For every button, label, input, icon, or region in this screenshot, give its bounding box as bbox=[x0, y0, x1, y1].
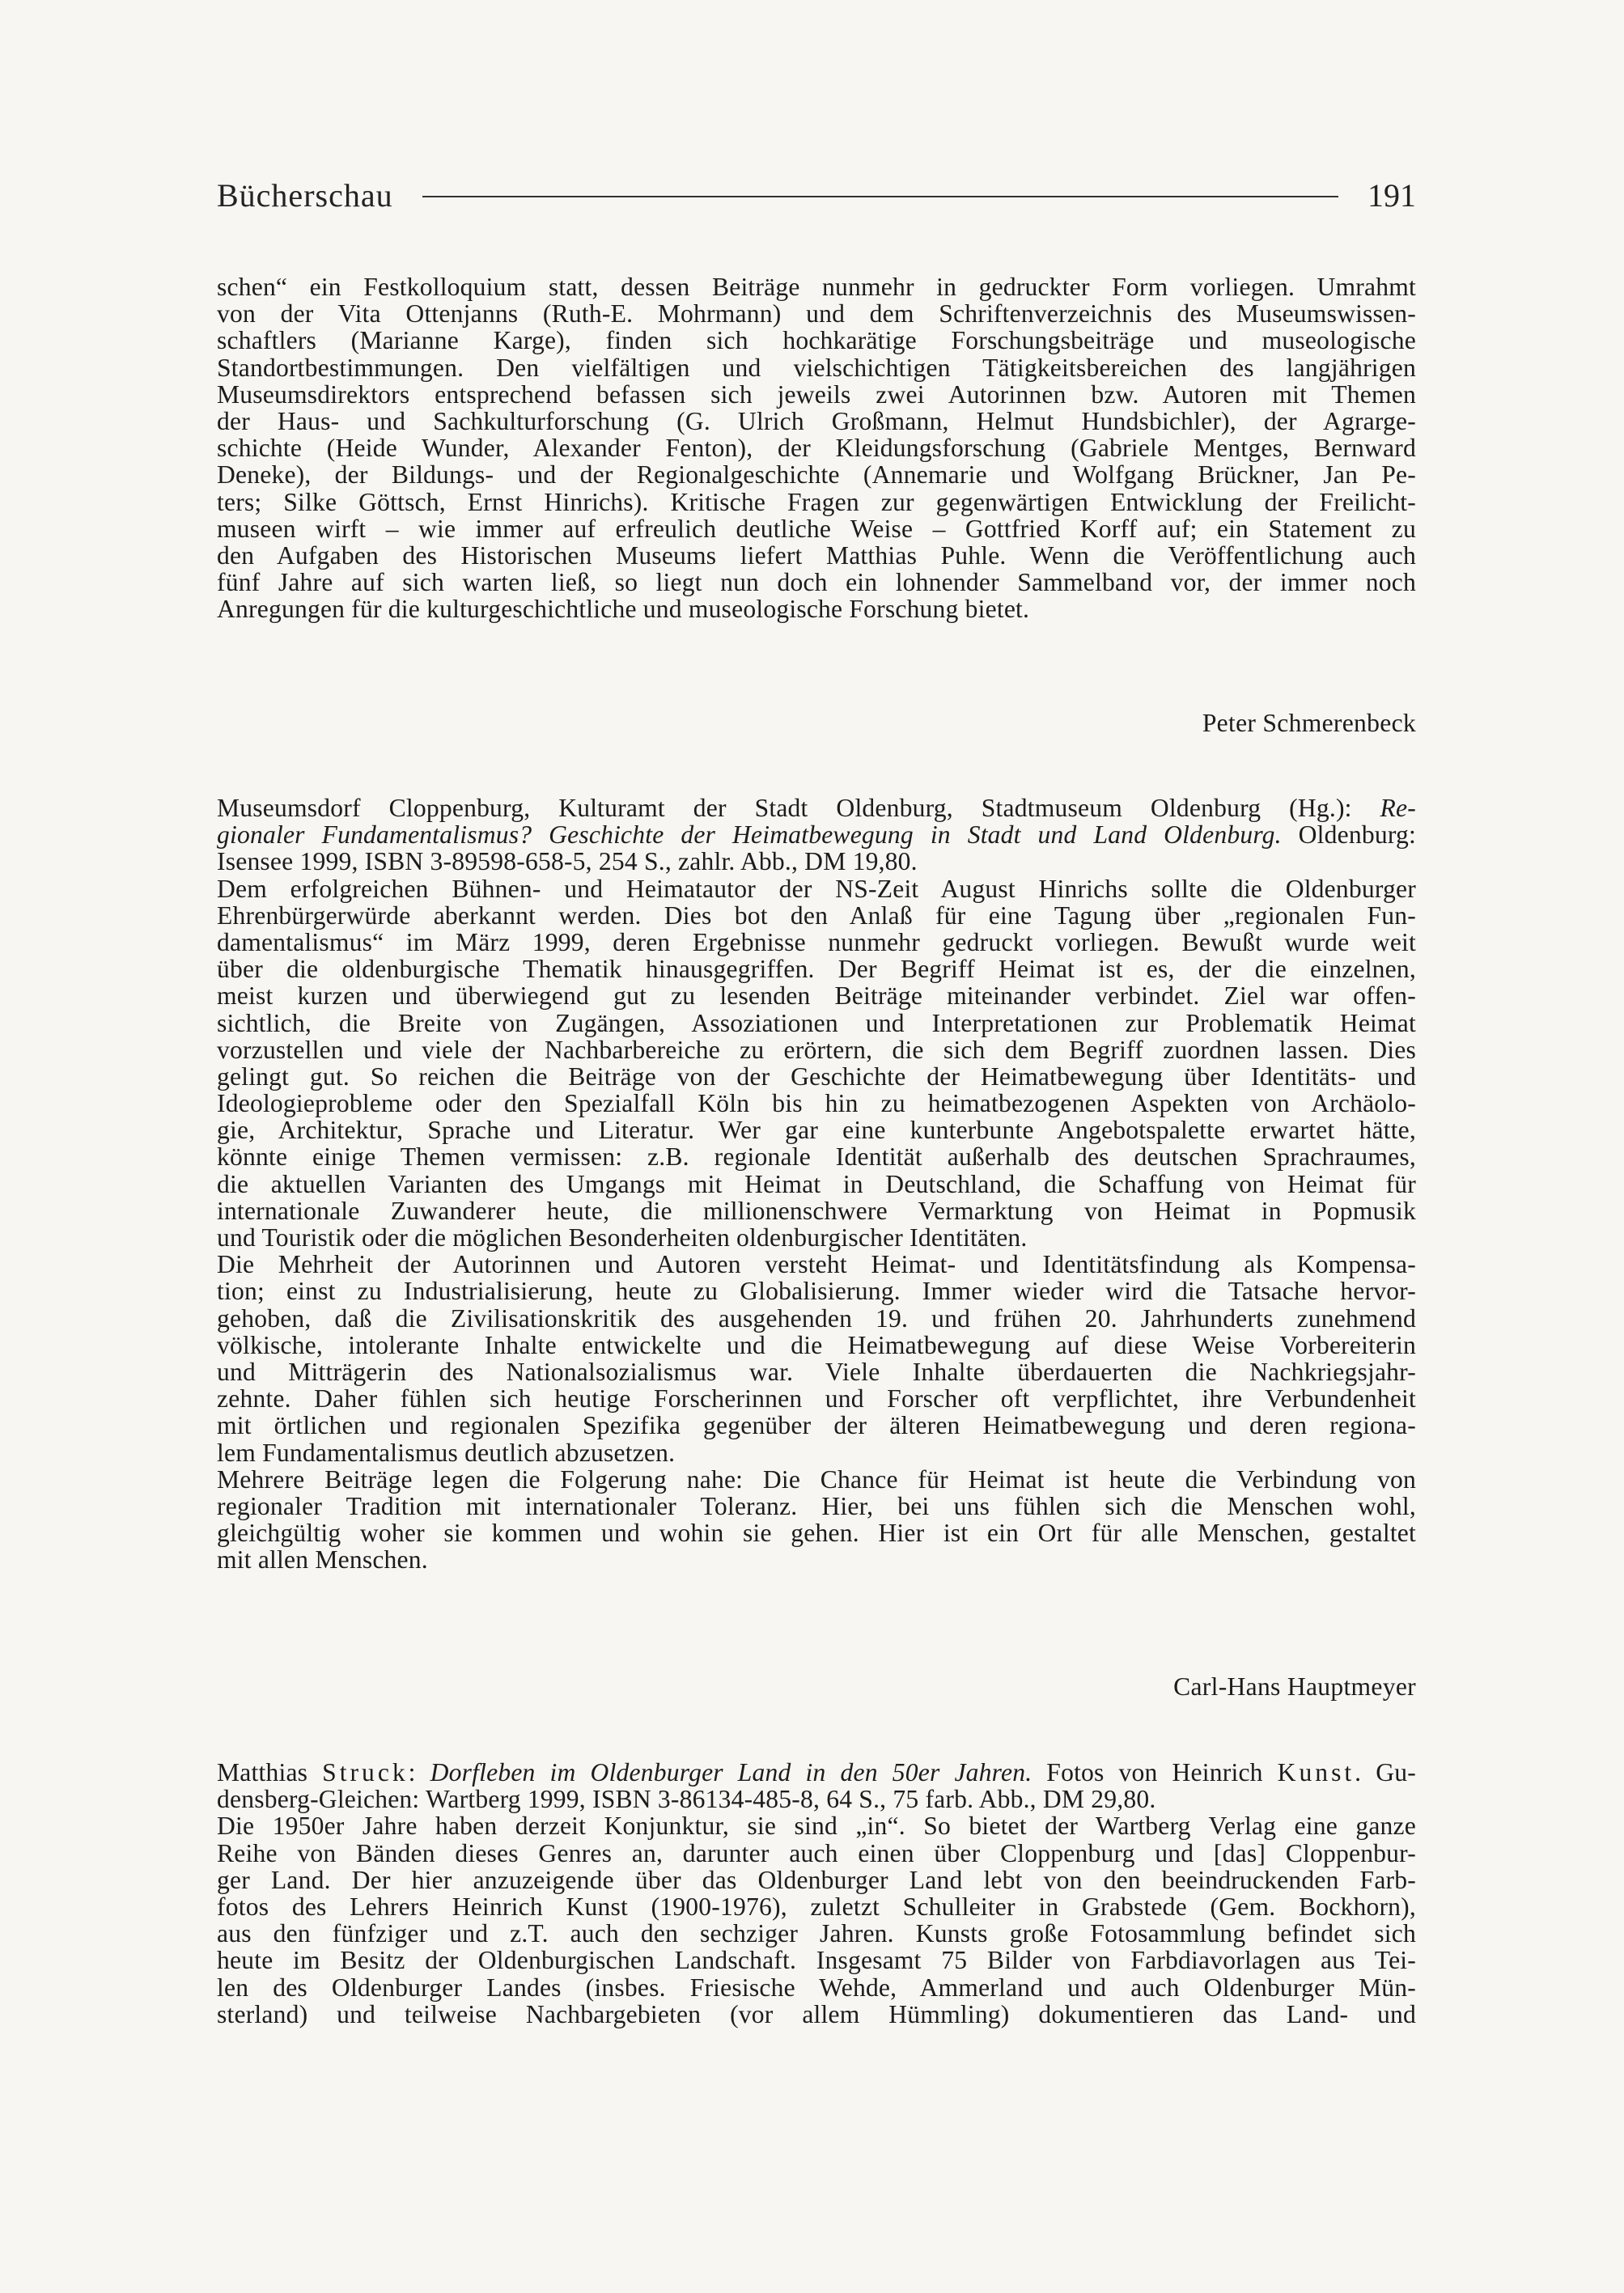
text-line: ters; Silke Göttsch, Ernst Hinrichs). Kritische Fragen zur gegenwärtigen Entwicklung der Freilicht- bbox=[217, 487, 1416, 516]
text-line: Die 1950er Jahre haben derzeit Konjunktur, sie sind „in“. So bietet der Wartberg Verlag eine ganze bbox=[217, 1812, 1416, 1841]
text-line: mit allen Menschen. bbox=[217, 1545, 428, 1575]
running-title: Bücherschau bbox=[217, 176, 393, 214]
review-2-body bbox=[217, 875, 1416, 1574]
text-line: gelingt gut. So reichen die Beiträge von der Geschichte der Heimatbewegung über Identitäts- und bbox=[217, 1062, 1416, 1091]
text-line: Anregungen für die kulturgeschichtliche und museologische Forschung bietet. bbox=[217, 595, 1030, 624]
text-line: Die Mehrheit der Autorinnen und Autoren versteht Heimat- und Identitätsfindung als Kompensa- bbox=[217, 1250, 1416, 1279]
text-line: ger Land. Der hier anzuzeigende über das Oldenburger Land lebt von den beeindruckenden Farb- bbox=[217, 1865, 1416, 1894]
citation-line bbox=[217, 795, 1416, 821]
text-line: fünf Jahre auf sich warten ließ, so liegt nun doch ein lohnender Sammelband vor, der immer noch bbox=[217, 568, 1416, 597]
text-line: schichte (Heide Wunder, Alexander Fenton), der Kleidungsforschung (Gabriele Mentges, Bernward bbox=[217, 434, 1416, 463]
citation-line: Matthias Struck: Dorfleben im Oldenburger Land in den 50er Jahren. Fotos von Heinrich Kunst. Gu- bbox=[217, 1758, 1416, 1787]
text-line: tion; einst zu Industrialisierung, heute zu Globalisierung. Immer wieder wird die Tatsache hervor- bbox=[217, 1277, 1416, 1306]
book-title-part: gionaler Fundamentalismus? Geschichte der Heimatbewegung in Stadt und Land Oldenburg. bbox=[217, 820, 1282, 850]
text-line: mit örtlichen und regionalen Spezifika gegenüber der älteren Heimatbewegung und deren regiona- bbox=[217, 1411, 1416, 1440]
book-title-part: Re- bbox=[1380, 794, 1416, 822]
review-1-body bbox=[217, 273, 1416, 622]
text-line: zehnte. Daher fühlen sich heutige Forscherinnen und Forscher oft verpflichtet, ihre Verbundenheit bbox=[217, 1384, 1416, 1414]
text-line: gie, Architektur, Sprache und Literatur. Wer gar eine kunterbunte Angebotspalette erwartet hätte, bbox=[217, 1116, 1416, 1145]
reviewer-signature-1: Peter Schmerenbeck bbox=[1202, 709, 1416, 737]
citation-line: densberg-Gleichen: Wartberg 1999, ISBN 3-86134-485-8, 64 S., 75 farb. Abb., DM 29,80. bbox=[217, 1785, 1156, 1814]
text-line: von der Vita Ottenjanns (Ruth-E. Mohrmann) und dem Schriftenverzeichnis des Museumswissen- bbox=[217, 299, 1416, 328]
text-line: gleichgültig woher sie kommen und wohin sie gehen. Hier ist ein Ort für alle Menschen, gestaltet bbox=[217, 1519, 1416, 1548]
text-line: der Haus- und Sachkulturforschung (G. Ulrich Großmann, Helmut Hundsbichler), der Agrarge- bbox=[217, 406, 1416, 435]
text-line: fotos des Lehrers Heinrich Kunst (1900-1976), zuletzt Schulleiter in Grabstede (Gem. Bockhorn), bbox=[217, 1892, 1416, 1921]
citation-photographer: Kunst bbox=[1277, 1758, 1355, 1787]
text-line: len des Oldenburger Landes (insbes. Friesische Wehde, Ammerland und auch Oldenburger Mün- bbox=[217, 1973, 1416, 2002]
text-line: über die oldenburgische Thematik hinausgegriffen. Der Begriff Heimat ist es, der die einzelnen, bbox=[217, 955, 1416, 984]
citation-line bbox=[217, 821, 1416, 848]
citation-photos: Fotos von Heinrich bbox=[1032, 1758, 1278, 1787]
text-line: internationale Zuwanderer heute, die millionenschwere Vermarktung von Heimat in Popmusik bbox=[217, 1196, 1416, 1225]
text-line: regionaler Tradition mit internationaler Toleranz. Hier, bei uns fühlen sich die Menschen wohl, bbox=[217, 1491, 1416, 1520]
reviewer-signature-2: Carl-Hans Hauptmeyer bbox=[1173, 1672, 1416, 1701]
text-line: schaftlers (Marianne Karge), finden sich hochkarätige Forschungsbeiträge und museologische bbox=[217, 326, 1416, 355]
text-line: Reihe von Bänden dieses Genres an, darunter auch einen über Cloppenburg und [das] Cloppenbur- bbox=[217, 1838, 1416, 1867]
text-line: könnte einige Themen vermissen: z.B. regionale Identität außerhalb des deutschen Sprachraumes, bbox=[217, 1142, 1416, 1172]
text-line: sterland) und teilweise Nachbargebieten (vor allem Hümmling) dokumentieren das Land- und bbox=[217, 1999, 1416, 2028]
text-line: Museumsdirektors entsprechend befassen sich jeweils zwei Autorinnen bzw. Autoren mit Themen bbox=[217, 379, 1416, 409]
citation-author-last: Struck bbox=[322, 1758, 409, 1787]
running-header bbox=[217, 173, 1416, 217]
citation-line: Isensee 1999, ISBN 3-89598-658-5, 254 S., zahlr. Abb., DM 19,80. bbox=[217, 847, 918, 876]
text-line: meist kurzen und überwiegend gut zu lesenden Beiträge miteinander verbindet. Ziel war offen- bbox=[217, 981, 1416, 1011]
text-line: damentalismus“ im März 1999, deren Ergebnisse nunmehr gedruckt vorliegen. Bewußt wurde weit bbox=[217, 927, 1416, 956]
citation-author-first: Matthias bbox=[217, 1758, 323, 1787]
text-line: und Touristik oder die möglichen Besonderheiten oldenburgischer Identitäten. bbox=[217, 1223, 1028, 1252]
text-line: Deneke), der Bildungs- und der Regionalgeschichte (Annemarie und Wolfgang Brückner, Jan Pe- bbox=[217, 460, 1416, 490]
citation-place: Oldenburg: bbox=[1281, 820, 1416, 850]
text-line: Mehrere Beiträge legen die Folgerung nahe: Die Chance für Heimat ist heute die Verbindung von bbox=[217, 1464, 1416, 1494]
header-rule bbox=[422, 196, 1338, 197]
text-line: lem Fundamentalismus deutlich abzusetzen. bbox=[217, 1438, 676, 1467]
text-line: vorzustellen und viele der Nachbarbereiche zu erörtern, die sich dem Begriff zuordnen lassen. Dies bbox=[217, 1035, 1416, 1064]
book-title: Dorfleben im Oldenburger Land in den 50er Jahren. bbox=[430, 1758, 1032, 1787]
text-line: Dem erfolgreichen Bühnen- und Heimatautor der NS-Zeit August Hinrichs sollte die Oldenburger bbox=[217, 874, 1416, 903]
review-3-citation bbox=[217, 1759, 1416, 1812]
text-line: heute im Besitz der Oldenburgischen Landschaft. Insgesamt 75 Bilder von Farbdiavorlagen aus Tei- bbox=[217, 1946, 1416, 1975]
page-number: 191 bbox=[1367, 176, 1416, 214]
text-line: aus den fünfziger und z.T. auch den sechziger Jahren. Kunsts große Fotosammlung befindet sich bbox=[217, 1919, 1416, 1948]
text-line: den Aufgaben des Historischen Museums liefert Matthias Puhle. Wenn die Veröffentlichung auch bbox=[217, 540, 1416, 570]
text-line: sichtlich, die Breite von Zugängen, Assoziationen und Interpretationen zur Problematik Heimat bbox=[217, 1008, 1416, 1037]
text-line: Ideologieprobleme oder den Spezialfall Köln bis hin zu heimatbezogenen Aspekten von Archäolo- bbox=[217, 1089, 1416, 1118]
review-3-body bbox=[217, 1812, 1416, 2028]
review-2-citation bbox=[217, 795, 1416, 875]
citation-editors: Museumsdorf Cloppenburg, Kulturamt der Stadt Oldenburg, Stadtmuseum Oldenburg (Hg.): bbox=[217, 794, 1380, 822]
text-line: Standortbestimmungen. Den vielfältigen und vielschichtigen Tätigkeitsbereichen des langjährigen bbox=[217, 353, 1416, 382]
text-line: museen wirft – wie immer auf erfreulich deutliche Weise – Gottfried Korff auf; ein Statement zu bbox=[217, 514, 1416, 543]
text-line: völkische, intolerante Inhalte entwickelte und die Heimatbewegung auf diese Weise Vorbereiterin bbox=[217, 1330, 1416, 1359]
text-line: und Mitträgerin des Nationalsozialismus war. Viele Inhalte überdauerten die Nachkriegsjahr- bbox=[217, 1357, 1416, 1386]
text-line: die aktuellen Varianten des Umgangs mit Heimat in Deutschland, die Schaffung von Heimat für bbox=[217, 1169, 1416, 1198]
text-line: schen“ ein Festkolloquium statt, dessen Beiträge nunmehr in gedruckter Form vorliegen. Umrahmt bbox=[217, 273, 1416, 301]
citation-hyphen: . Gu- bbox=[1355, 1758, 1416, 1787]
text-line: gehoben, daß die Zivilisationskritik des ausgehenden 19. und frühen 20. Jahrhunderts zunehmend bbox=[217, 1303, 1416, 1333]
text-line: Ehrenbürgerwürde aberkannt werden. Dies bot den Anlaß für eine Tagung über „regionalen Fun- bbox=[217, 901, 1416, 930]
